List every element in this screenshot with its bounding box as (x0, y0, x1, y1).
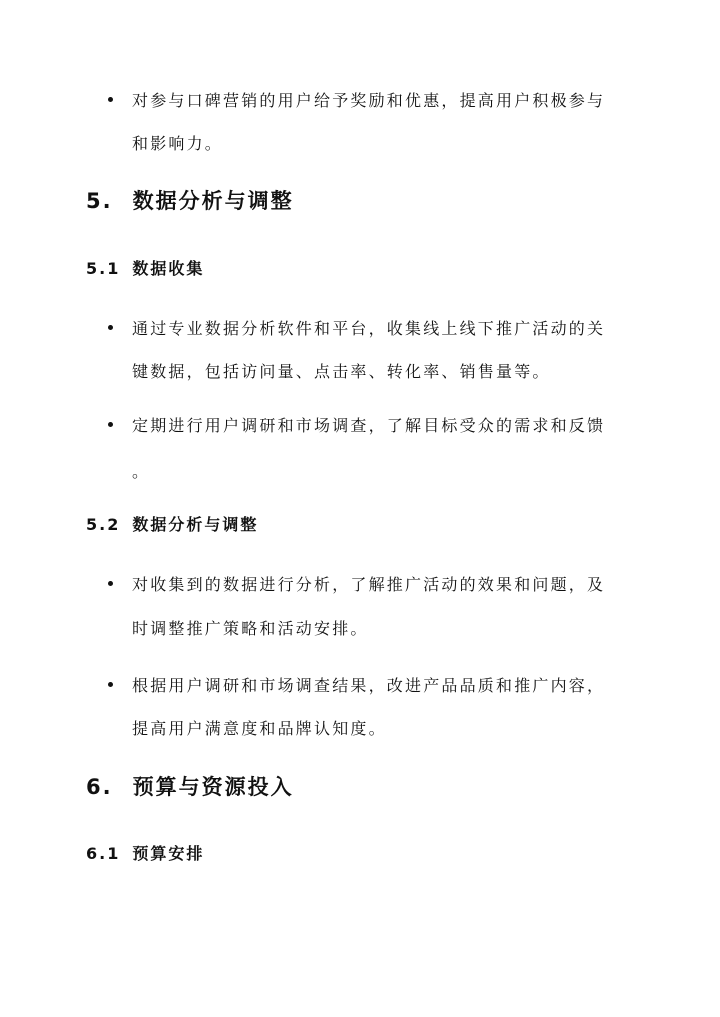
subsection-title: 数据收集 (132, 259, 205, 278)
section-number: 6. (86, 775, 113, 799)
section-heading (86, 187, 294, 215)
subsection-title: 数据分析与调整 (132, 515, 259, 534)
bullet-dot (108, 682, 113, 687)
bullet-dot (108, 325, 113, 330)
list-item-text-continued: 。 (132, 462, 151, 481)
section-title: 预算与资源投入 (132, 775, 294, 799)
list-item-text: 通过专业数据分析软件和平台，收集线上线下推广活动的关 (132, 319, 606, 338)
list-item-text-continued: 提高用户满意度和品牌认知度。 (132, 719, 387, 738)
section-number: 5. (86, 189, 113, 213)
subsection-number: 5.2 (86, 515, 121, 534)
list-item-text: 对参与口碑营销的用户给予奖励和优惠，提高用户积极参与 (132, 91, 606, 110)
subsection-heading (86, 843, 204, 865)
list-item-text: 对收集到的数据进行分析，了解推广活动的效果和问题，及 (132, 575, 606, 594)
subsection-heading (86, 258, 204, 280)
subsection-title: 预算安排 (132, 844, 205, 863)
list-item-text-continued: 键数据，包括访问量、点击率、转化率、销售量等。 (132, 362, 551, 381)
section-heading (86, 773, 294, 801)
subsection-heading (86, 514, 258, 536)
section-title: 数据分析与调整 (132, 189, 294, 213)
bullet-dot (108, 422, 113, 427)
list-item-text-continued: 时调整推广策略和活动安排。 (132, 619, 369, 638)
list-item-text-continued: 和影响力。 (132, 134, 224, 153)
bullet-dot (108, 581, 113, 586)
list-item-text: 定期进行用户调研和市场调查，了解目标受众的需求和反馈 (132, 416, 606, 435)
list-item-text: 根据用户调研和市场调查结果，改进产品品质和推广内容， (132, 676, 606, 695)
subsection-number: 5.1 (86, 259, 121, 278)
bullet-dot (108, 97, 113, 102)
subsection-number: 6.1 (86, 844, 121, 863)
